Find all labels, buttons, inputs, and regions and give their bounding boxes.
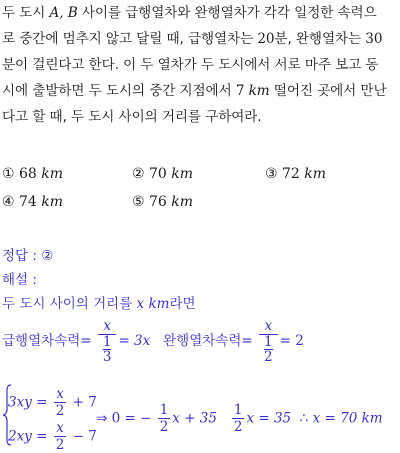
problem-line-2: 로 중간에 멈추지 않고 달릴 때, 급행열차는 20분, 완행열차는 30: [2, 31, 383, 47]
choice-row-1: [2, 160, 398, 188]
system-equation-1: 3xy = $\frac{x}{2}$ + 7: [8, 386, 97, 419]
express-fraction: x 1 3: [98, 318, 117, 364]
system-equation-2: 2xy = $\frac{x}{2}$ − 7: [8, 420, 97, 453]
problem-line-1: 두 도시 A, B 사이를 급행열차와 완행열차가 각각 일정한 속력으: [2, 5, 377, 21]
implies-arrow-icon: ⇒: [96, 410, 108, 427]
explanation-label: 해설 :: [2, 272, 37, 288]
choice-4[interactable]: ④ 74 km: [2, 194, 64, 210]
choice-1[interactable]: ① 68 km: [2, 166, 64, 182]
problem-line-4: 시에 출발하면 두 도시의 중간 지점에서 7 km 떨어진 곳에서 만난: [2, 83, 387, 99]
choice-row-2: [2, 188, 398, 216]
choice-3[interactable]: ③ 72 km: [265, 166, 327, 182]
solution-line: ⇒ 0 = − $\frac{1}{2}$ x + 35 $\frac{1}{2}$ x = 35 ∴ x = 70 km: [96, 402, 383, 435]
choice-2[interactable]: ② 70 km: [132, 166, 194, 182]
speed-equations: 급행열차속력= x 1 3 = 3x 완행열차속력= x 1 2 = 2: [2, 318, 304, 365]
var-a: A: [49, 5, 60, 21]
problem-text: [2, 0, 398, 130]
local-fraction: x 1 2: [259, 318, 278, 364]
answer-key: 정답 : ②: [2, 248, 54, 264]
choice-5[interactable]: ⑤ 76 km: [132, 194, 194, 210]
therefore-icon: ∴: [299, 410, 309, 427]
problem-line-5: 다고 할 때, 두 도시 사이의 거리를 구하여라.: [2, 109, 262, 125]
explanation-setup: 두 도시 사이의 거리를 x km라면: [2, 296, 196, 312]
problem-line-3: 분이 걸린다고 한다. 이 두 열차가 두 도시에서 서로 마주 보고 동: [2, 57, 379, 73]
choices: [2, 160, 398, 216]
var-b: B: [67, 5, 78, 21]
